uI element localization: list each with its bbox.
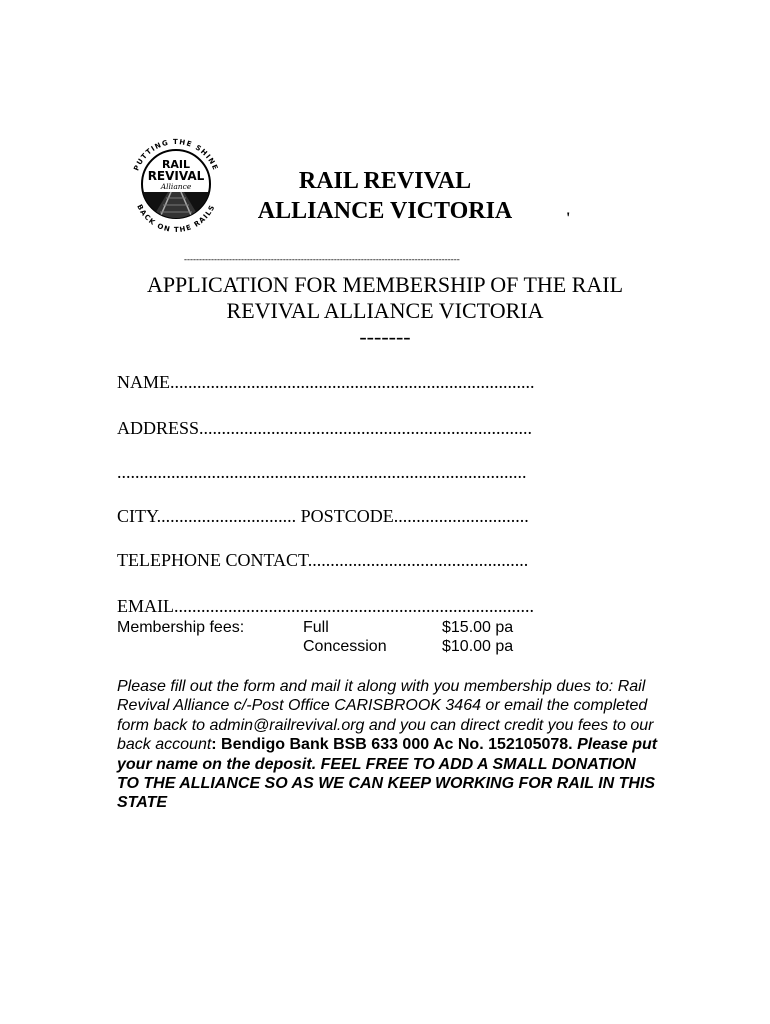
heading-line-3: -------: [359, 324, 411, 349]
fee-type: Full: [303, 619, 329, 636]
organisation-title: [230, 166, 540, 226]
logo-arc-bottom: BACK ON THE RAILS: [135, 203, 217, 235]
logo-arc-top: PUTTING THE SHINE: [132, 137, 220, 173]
rail-revival-logo: [122, 130, 230, 238]
logo-line-alliance: Alliance: [160, 182, 192, 191]
logo-line-revival: REVIVAL: [147, 169, 205, 183]
city-postcode-field[interactable]: CITY............................... POSTCODE..............................: [117, 506, 529, 526]
instructions-text: Please fill out the form and mail it along with you membership dues to: Rail Revival Alliance c/-Post Office CARISBROOK 3464 or email the completed form back to admin@railrevival.org and you can direct credit you fees to our back account: [117, 678, 654, 754]
application-heading: [100, 272, 670, 350]
bank-details: : Bendigo Bank BSB 633 000 Ac No. 152105078.: [211, 736, 573, 754]
address-field[interactable]: ADDRESS..........................................................................: [117, 418, 533, 438]
address-line-2-field[interactable]: ...........................................................................................: [117, 462, 527, 482]
name-field[interactable]: NAME.................................................................................: [117, 372, 535, 392]
divider-rule: --------------------------------------------------------------------------------------------: [184, 254, 460, 264]
logo-line-rail: RAIL: [161, 158, 191, 171]
email-field[interactable]: EMAIL................................................................................: [117, 596, 534, 616]
instructions-emphasis: Please put your name on the deposit. FEEL FREE TO ADD A SMALL DONATION TO THE ALLIANCE SO AS WE CAN KEEP WORKING FOR RAIL IN THIS STATE: [117, 736, 658, 812]
submission-instructions: [117, 677, 662, 813]
title-line-2: ALLIANCE VICTORIA: [257, 198, 513, 224]
fees-label: Membership fees:: [117, 619, 245, 636]
fee-amount: $10.00 pa: [442, 638, 514, 655]
stray-mark: ': [566, 210, 571, 227]
fee-row-full: [117, 618, 567, 637]
title-line-1: RAIL REVIVAL: [298, 168, 472, 194]
membership-fees: [117, 618, 567, 656]
fee-type: Concession: [303, 638, 387, 655]
heading-line-1: APPLICATION FOR MEMBERSHIP OF THE RAIL: [146, 272, 624, 297]
telephone-field[interactable]: TELEPHONE CONTACT.................................................: [117, 550, 529, 570]
fee-row-concession: [117, 637, 567, 656]
fee-amount: $15.00 pa: [442, 619, 514, 636]
heading-line-2: REVIVAL ALLIANCE VICTORIA: [226, 298, 544, 323]
